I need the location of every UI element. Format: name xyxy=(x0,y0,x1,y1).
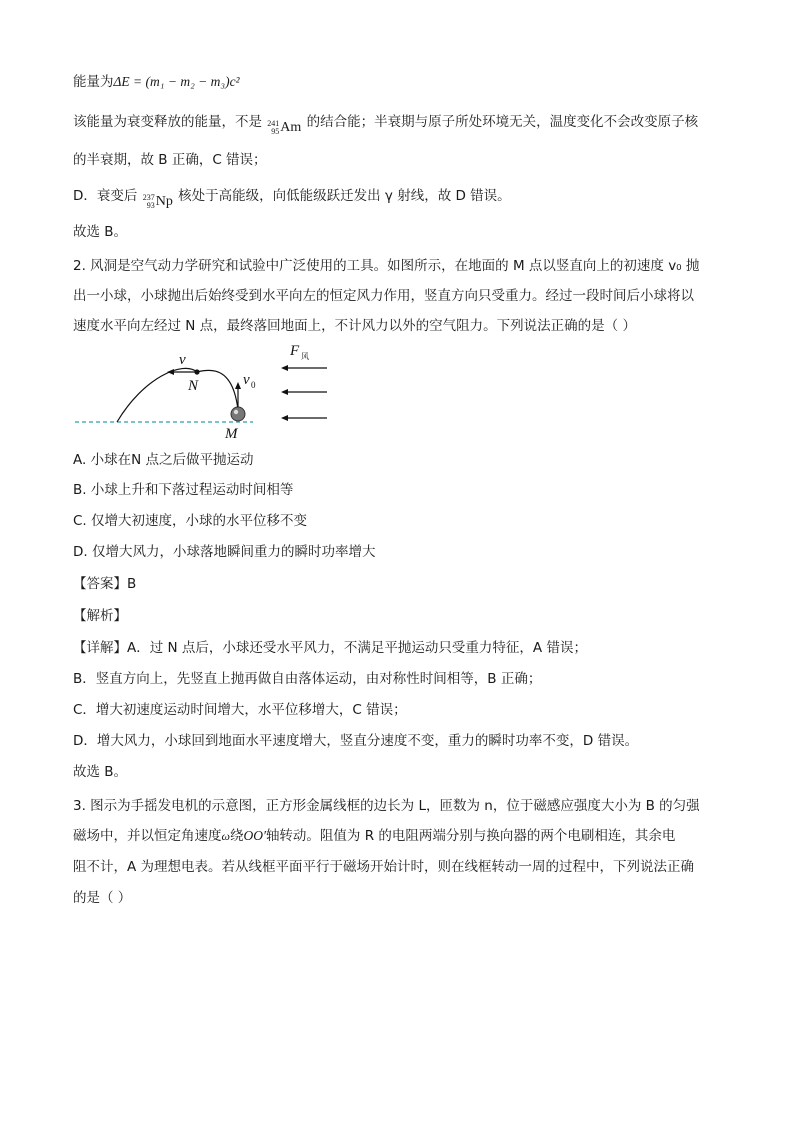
label-f: F xyxy=(290,343,300,359)
q2-stem-line1: 2. 风洞是空气动力学研究和试验中广泛使用的工具。如图所示，在地面的 M 点以竖直向上的初速度 v₀ 抛 xyxy=(73,258,700,274)
np-symbol: Np xyxy=(155,194,173,209)
q1-line2-b: 的结合能；半衰期与原子所处环境无关，温度变化不会改变原子核 xyxy=(306,114,699,130)
energy-formula: ΔE = (m₁ − m₂ − m₃)c² xyxy=(113,74,240,89)
q2-detail-a: 【详解】A．过 N 点后，小球还受水平风力，不满足平抛运动只受重力特征，A 错误； xyxy=(73,640,587,656)
q3-line4: 的是（ ） xyxy=(73,890,132,906)
q1-line4 xyxy=(73,186,511,212)
wind-arrowhead-1 xyxy=(281,365,288,371)
q3-line2-b: 绕 xyxy=(229,828,244,844)
label-v0-sub: 0 xyxy=(251,380,256,390)
q1-choose: 故选 B。 xyxy=(73,224,128,240)
q1-line4-b: 核处于高能级，向低能级跃迁发出 γ 射线，故 D 错误。 xyxy=(178,188,511,204)
q3-line2-c: 轴转动。阻值为 R 的电阻两端分别与换向器的两个电刷相连，其余电 xyxy=(265,828,676,844)
q1-line4-a: D．衰变后 xyxy=(73,188,138,204)
am-nuclide xyxy=(267,118,301,138)
q1-line2 xyxy=(73,112,698,138)
omega-symbol: ω xyxy=(221,829,230,843)
am-symbol: Am xyxy=(280,120,302,135)
q3-line1: 3. 图示为手摇发电机的示意图，正方形金属线框的边长为 L，匝数为 n，位于磁感应强度大小为 B 的匀强 xyxy=(73,798,700,814)
ball-highlight xyxy=(234,410,238,414)
axis-symbol: OO′ xyxy=(243,828,266,843)
np-nuclide xyxy=(143,192,173,212)
q2-analysis-label: 【解析】 xyxy=(73,608,127,624)
q2-option-b: B. 小球上升和下落过程运动时间相等 xyxy=(73,482,294,498)
q1-line3: 的半衰期，故 B 正确，C 错误； xyxy=(73,152,267,168)
q2-stem-line3: 速度水平向左经过 N 点，最终落回地面上，不计风力以外的空气阻力。下列说法正确的是（ ） xyxy=(73,318,636,334)
am-charge: 95 xyxy=(271,127,280,136)
v0-arrowhead xyxy=(235,382,241,389)
q2-option-c: C. 仅增大初速度，小球的水平位移不变 xyxy=(73,513,308,529)
label-n: N xyxy=(188,378,199,394)
np-charge: 93 xyxy=(146,201,155,210)
trajectory-diagram xyxy=(73,338,343,438)
trajectory-curve xyxy=(117,368,238,422)
label-v: v xyxy=(179,352,186,368)
q2-option-a: A. 小球在N 点之后做平抛运动 xyxy=(73,452,254,468)
q2-choose: 故选 B。 xyxy=(73,764,128,780)
energy-line xyxy=(73,72,240,92)
q2-option-d: D. 仅增大风力，小球落地瞬间重力的瞬时功率增大 xyxy=(73,544,376,560)
wind-tunnel-figure xyxy=(73,338,343,438)
q3-line2-a: 磁场中，并以恒定角速度 xyxy=(73,828,222,844)
am-mass: 241 xyxy=(267,119,280,128)
q2-answer: 【答案】B xyxy=(73,576,137,592)
ball xyxy=(231,407,245,421)
wind-arrowhead-2 xyxy=(281,389,288,395)
q2-stem-line2: 出一小球，小球抛出后始终受到水平向左的恒定风力作用，竖直方向只受重力。经过一段时间后小球将以 xyxy=(73,288,694,304)
q2-detail-b: B．竖直方向上，先竖直上抛再做自由落体运动，由对称性时间相等，B 正确； xyxy=(73,671,542,687)
v-arrowhead xyxy=(167,369,174,375)
label-v0: v xyxy=(243,372,250,388)
np-mass: 237 xyxy=(142,193,155,202)
label-f-sub: 风 xyxy=(301,352,309,361)
q2-detail-d: D．增大风力，小球回到地面水平速度增大，竖直分速度不变，重力的瞬时功率不变，D 错误。 xyxy=(73,733,639,749)
label-m: M xyxy=(225,426,238,438)
q1-line2-a: 该能量为衰变释放的能量，不是 xyxy=(73,114,262,130)
q3-line3: 阻不计，A 为理想电表。若从线框平面平行于磁场开始计时，则在线框转动一周的过程中，下列说法正确 xyxy=(73,859,695,875)
wind-arrowhead-3 xyxy=(281,415,288,421)
q3-line2 xyxy=(73,826,675,846)
energy-prefix: 能量为 xyxy=(73,74,114,90)
q2-detail-c: C．增大初速度运动时间增大，水平位移增大，C 错误； xyxy=(73,702,407,718)
